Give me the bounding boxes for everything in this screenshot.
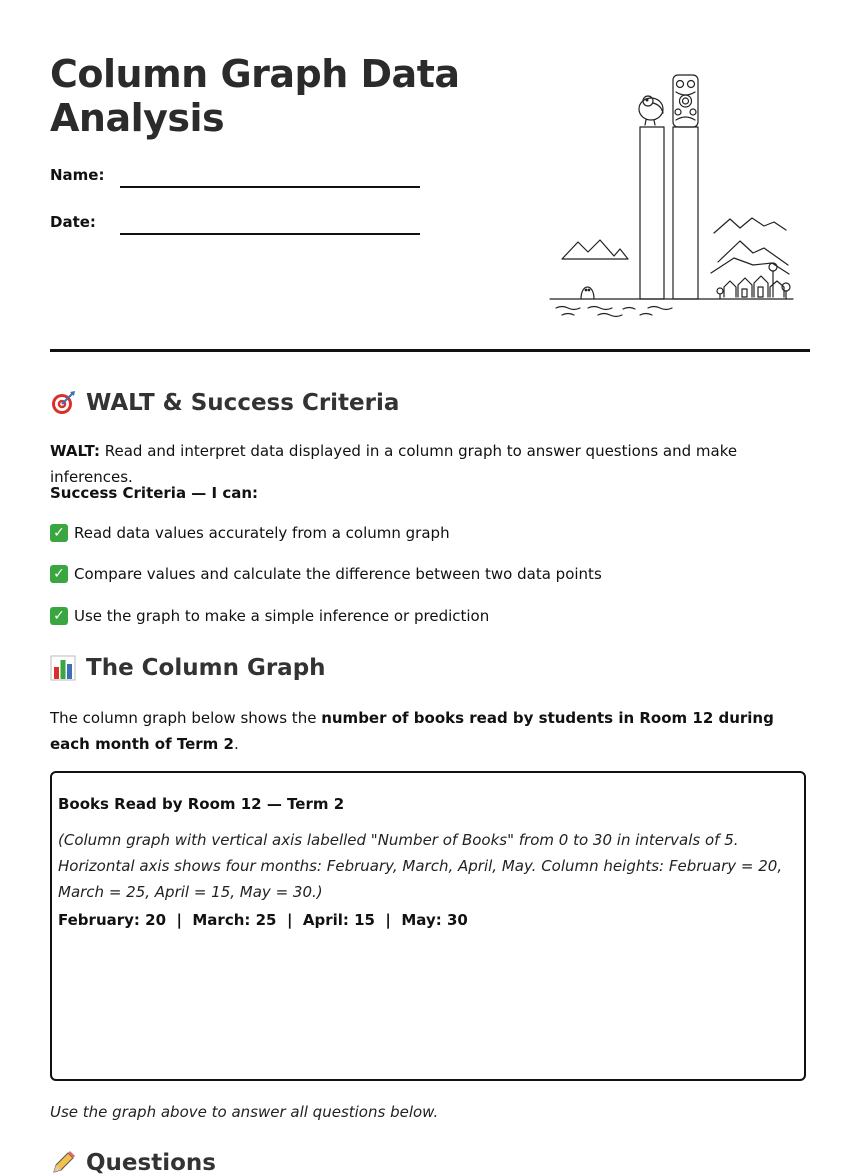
questions-heading-text: Questions [86, 1150, 216, 1176]
walt-label: WALT: [50, 442, 100, 460]
checkmark-icon: ✓ [50, 565, 68, 583]
page-title: Column Graph Data Analysis [50, 52, 460, 140]
graph-placeholder-box [50, 771, 806, 1081]
checkmark-icon: ✓ [50, 607, 68, 625]
graph-intro-emphasis: number of books read by students in Room 12 during each month of Term 2 [50, 709, 774, 753]
header-divider [50, 349, 810, 352]
criteria-item [50, 565, 602, 583]
small-figure [581, 287, 594, 299]
left-mountains [562, 240, 628, 259]
right-mountains [714, 218, 786, 233]
pou-landscape-illustration [548, 68, 798, 318]
graph-intro: The column graph below shows the number of books read by students in Room 12 during each month of Term 2. [50, 709, 774, 753]
criteria-text: Use the graph to make a simple inference or prediction [74, 607, 490, 625]
right-pole [673, 127, 698, 299]
kiwi-bird-icon [639, 96, 663, 125]
graph-heading-text: The Column Graph [86, 655, 326, 681]
water-ripples [556, 307, 672, 310]
carved-pou-icon [673, 75, 698, 127]
bar-chart-icon [50, 655, 76, 681]
criteria-item [50, 607, 489, 625]
criteria-heading: Success Criteria — I can: [50, 484, 259, 502]
walt-text: Read and interpret data displayed in a column graph to answer questions and make inferences. [50, 442, 738, 486]
village [717, 263, 790, 299]
graph-title: Books Read by Room 12 — Term 2 [58, 795, 345, 813]
graph-heading [50, 655, 326, 681]
date-field[interactable] [120, 233, 420, 235]
left-pole [640, 127, 664, 299]
pencil-icon [50, 1150, 76, 1176]
walt-heading-text: WALT & Success Criteria [86, 390, 400, 416]
graph-description: (Column graph with vertical axis labelled "Number of Books" from 0 to 30 in intervals of 5. Horizontal axis shows four months: February, March, April, May. Column heights: February = 20, March = 25, April = 15, May = 30.) [58, 831, 783, 901]
date-label: Date: [50, 213, 96, 231]
walt-heading [50, 390, 399, 416]
name-field[interactable] [120, 186, 420, 188]
questions-heading [50, 1150, 216, 1176]
name-label: Name: [50, 166, 105, 184]
graph-values: February: 20 | March: 25 | April: 15 | May: 30 [58, 911, 468, 929]
criteria-text: Read data values accurately from a column graph [74, 524, 450, 542]
target-icon [50, 390, 76, 416]
checkmark-icon: ✓ [50, 524, 68, 542]
criteria-text: Compare values and calculate the difference between two data points [74, 565, 602, 583]
criteria-item [50, 524, 450, 542]
graph-footnote: Use the graph above to answer all questions below. [50, 1103, 439, 1121]
